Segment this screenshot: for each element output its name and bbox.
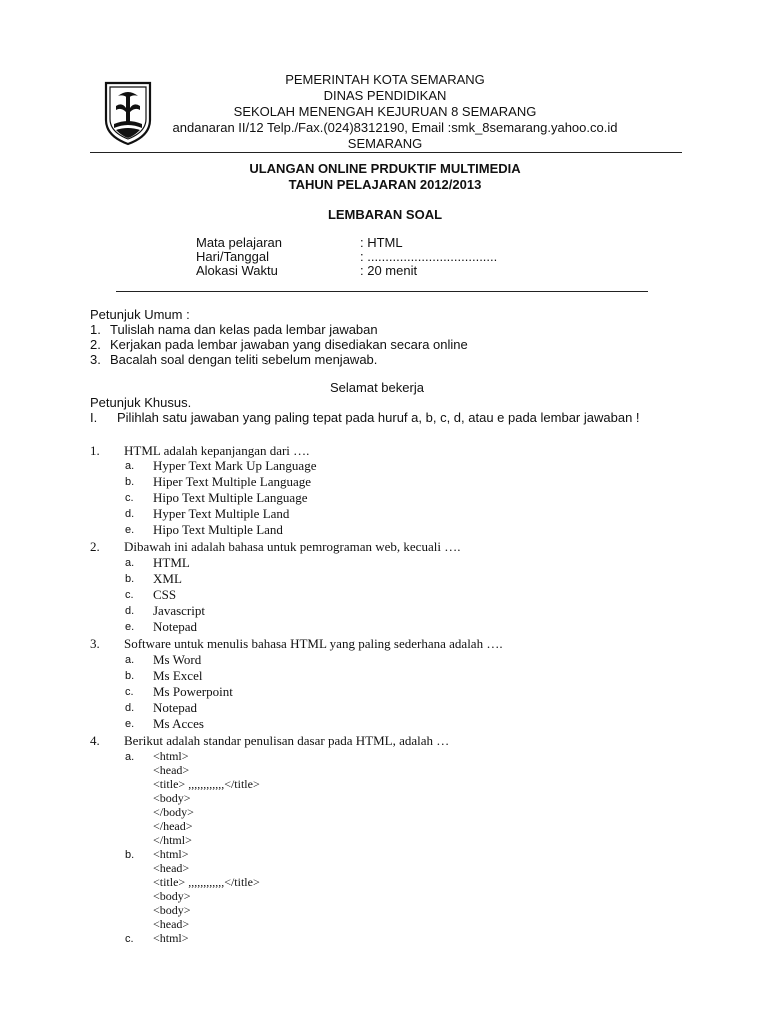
- option-letter: b.: [125, 573, 135, 585]
- code-line: <title> ,,,,,,,,,,,,</title>: [153, 777, 260, 791]
- code-line: <head>: [153, 861, 190, 875]
- code-line: <head>: [153, 917, 190, 931]
- general-item-text: Kerjakan pada lembar jawaban yang disediakan secara online: [110, 337, 468, 352]
- info-divider: [116, 291, 648, 292]
- info-label-date: Hari/Tanggal: [196, 249, 269, 264]
- school-emblem-logo: [102, 80, 154, 146]
- letterhead-line-2: DINAS PENDIDIKAN: [323, 88, 447, 103]
- info-value-subject: : HTML: [360, 235, 403, 250]
- option-letter: b.: [125, 476, 135, 488]
- general-instructions-heading: Petunjuk Umum :: [90, 307, 190, 322]
- info-label-time: Alokasi Waktu: [196, 263, 278, 278]
- special-roman-numeral: I.: [90, 410, 98, 425]
- option-text: Ms Word: [153, 652, 202, 667]
- option-text: Notepad: [153, 619, 198, 634]
- option-text: Ms Excel: [153, 668, 203, 683]
- question-number: 3.: [90, 636, 100, 651]
- option-letter: c.: [125, 589, 134, 601]
- code-line: <head>: [153, 763, 190, 777]
- code-line: <body>: [153, 889, 191, 903]
- letterhead-line-3: SEKOLAH MENENGAH KEJURUAN 8 SEMARANG: [233, 104, 537, 119]
- option-letter: a.: [125, 751, 135, 763]
- option-letter: d.: [125, 508, 135, 520]
- option-letter: d.: [125, 605, 135, 617]
- question-text: Dibawah ini adalah bahasa untuk pemrograman web, kecuali ….: [124, 539, 461, 554]
- exam-year: TAHUN PELAJARAN 2012/2013: [288, 177, 482, 192]
- special-instructions-text: Pilihlah satu jawaban yang paling tepat pada huruf a, b, c, d, atau e pada lembar jawaban !: [117, 410, 640, 425]
- general-item-text: Tulislah nama dan kelas pada lembar jawaban: [110, 322, 378, 337]
- option-letter: c.: [125, 492, 134, 504]
- option-letter: a.: [125, 654, 135, 666]
- option-text: Hyper Text Mark Up Language: [153, 458, 317, 473]
- question-number: 1.: [90, 443, 100, 458]
- code-line: <body>: [153, 791, 191, 805]
- option-text: XML: [153, 571, 182, 586]
- option-letter: c.: [125, 933, 134, 945]
- closing-greeting: Selamat bekerja: [330, 380, 424, 395]
- exam-title: ULANGAN ONLINE PRDUKTIF MULTIMEDIA: [249, 161, 521, 176]
- code-line: <title> ,,,,,,,,,,,,</title>: [153, 875, 260, 889]
- option-letter: b.: [125, 849, 135, 861]
- option-text: Hiper Text Multiple Language: [153, 474, 312, 489]
- option-text: Hipo Text Multiple Land: [153, 522, 283, 537]
- option-text: Javascript: [153, 603, 205, 618]
- code-line: <html>: [153, 749, 189, 763]
- question-text: HTML adalah kepanjangan dari ….: [124, 443, 310, 458]
- option-letter: e.: [125, 718, 135, 730]
- option-letter: e.: [125, 621, 135, 633]
- letterhead-line-1: PEMERINTAH KOTA SEMARANG: [285, 72, 485, 87]
- option-text: Ms Acces: [153, 716, 204, 731]
- general-item-number: 3.: [90, 352, 101, 367]
- question-text: Software untuk menulis bahasa HTML yang paling sederhana adalah ….: [124, 636, 503, 651]
- option-text: HTML: [153, 555, 190, 570]
- option-letter: c.: [125, 686, 134, 698]
- option-letter: a.: [125, 460, 135, 472]
- option-text: CSS: [153, 587, 177, 602]
- option-text: Hyper Text Multiple Land: [153, 506, 290, 521]
- general-item-text: Bacalah soal dengan teliti sebelum menjawab.: [110, 352, 378, 367]
- option-text: Ms Powerpoint: [153, 684, 233, 699]
- code-line: <html>: [153, 847, 189, 861]
- exam-sheet-title: LEMBARAN SOAL: [327, 207, 443, 222]
- option-letter: e.: [125, 524, 135, 536]
- code-line: </head>: [153, 819, 193, 833]
- special-instructions-heading: Petunjuk Khusus.: [90, 395, 192, 410]
- option-letter: a.: [125, 557, 135, 569]
- question-number: 4.: [90, 733, 100, 748]
- option-text: Notepad: [153, 700, 198, 715]
- letterhead-line-5: SEMARANG: [347, 136, 423, 151]
- option-letter: d.: [125, 702, 135, 714]
- info-value-time: : 20 menit: [360, 263, 418, 278]
- letterhead-line-4: andanaran II/12 Telp./Fax.(024)8312190, Email :smk_8semarang.yahoo.co.id: [172, 120, 618, 135]
- code-line: </body>: [153, 805, 194, 819]
- question-text: Berikut adalah standar penulisan dasar pada HTML, adalah …: [124, 733, 450, 748]
- option-letter: b.: [125, 670, 135, 682]
- code-line: </html>: [153, 833, 192, 847]
- code-line: <body>: [153, 903, 191, 917]
- option-text: Hipo Text Multiple Language: [153, 490, 308, 505]
- info-label-subject: Mata pelajaran: [196, 235, 282, 250]
- code-line: <html>: [153, 931, 189, 945]
- letterhead-divider: [90, 152, 682, 153]
- question-number: 2.: [90, 539, 100, 554]
- general-item-number: 2.: [90, 337, 101, 352]
- general-item-number: 1.: [90, 322, 101, 337]
- info-value-date: : ....................................: [360, 249, 498, 264]
